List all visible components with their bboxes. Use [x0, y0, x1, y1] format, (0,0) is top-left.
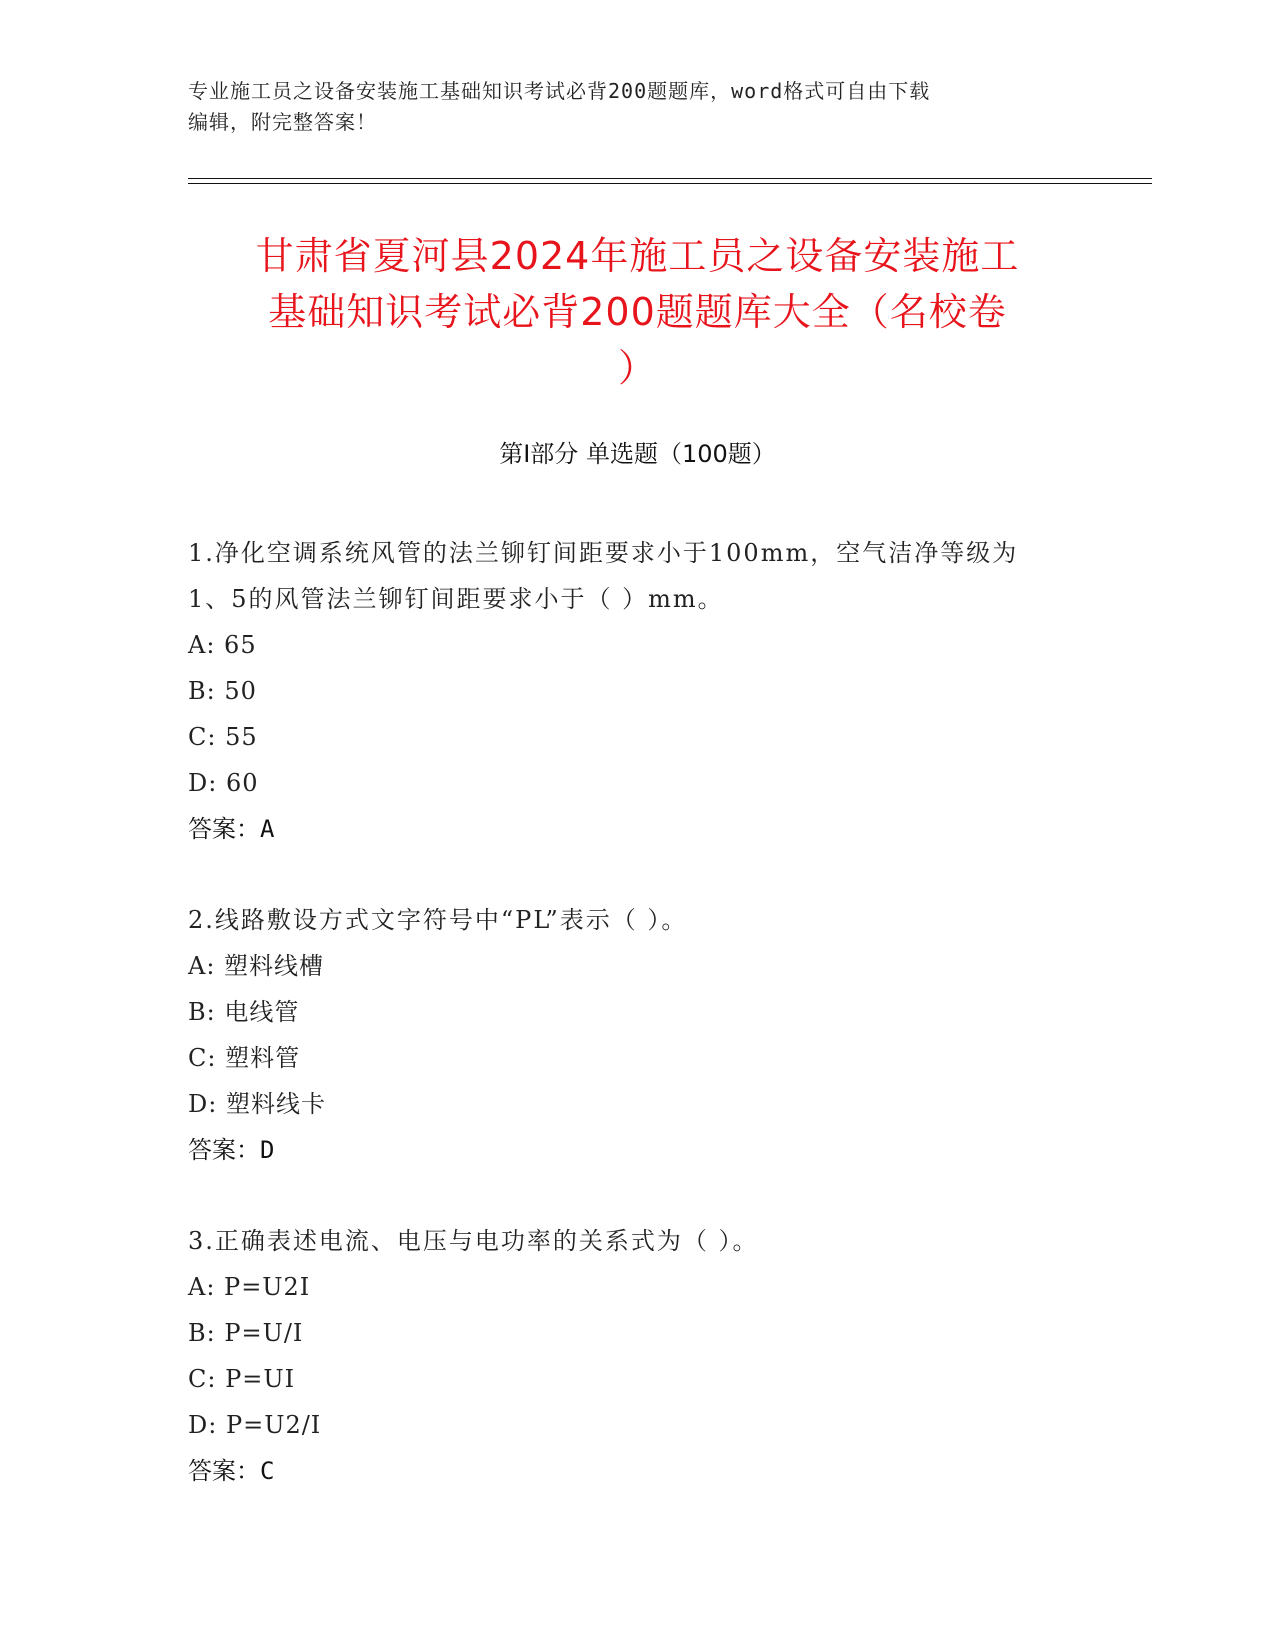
option-a: A: P=U2I: [188, 1273, 311, 1301]
question-3: [188, 1218, 1108, 1494]
question-stem: [188, 1218, 1108, 1264]
question-list: [188, 530, 1108, 1494]
answer: 答案：D: [188, 1136, 275, 1164]
question-stem: [188, 897, 1108, 943]
option-a: A: 塑料线槽: [188, 952, 325, 980]
header-note-line1: 专业施工员之设备安装施工基础知识考试必背200题题库，word格式可自由下载: [188, 79, 931, 103]
question-spacer: [188, 1173, 1108, 1218]
option-b: B: P=U/I: [188, 1319, 304, 1347]
question-stem-line2: 1、5的风管法兰铆钉间距要求小于（ ）mm。: [188, 585, 724, 613]
title-line1: 甘肃省夏河县2024年施工员之设备安装施工: [255, 234, 1020, 278]
option-c: C: 55: [188, 723, 258, 751]
title-line2: 基础知识考试必背200题题库大全（名校卷: [268, 290, 1007, 334]
question-1: [188, 530, 1108, 852]
option-c: C: 塑料管: [188, 1044, 301, 1072]
question-stem-line1: 3.正确表述电流、电压与电功率的关系式为（ ）。: [188, 1227, 759, 1255]
question-stem-line1: 2.线路敷设方式文字符号中“PL”表示（ ）。: [188, 906, 688, 934]
option-d: D: P=U2/I: [188, 1411, 322, 1439]
option-d: D: 塑料线卡: [188, 1090, 326, 1118]
title-line3: ）: [617, 346, 657, 390]
header-divider-bottom: [188, 183, 1152, 184]
section-heading: 第Ⅰ部分 单选题（100题）: [499, 440, 776, 468]
question-spacer: [188, 852, 1108, 897]
option-d: D: 60: [188, 769, 259, 797]
header-note: [188, 76, 1088, 138]
answer: 答案：C: [188, 1457, 275, 1485]
question-stem: [188, 530, 1108, 622]
option-c: C: P=UI: [188, 1365, 296, 1393]
header-note-line2: 编辑，附完整答案！: [188, 110, 377, 134]
answer: 答案：A: [188, 815, 275, 843]
option-a: A: 65: [188, 631, 257, 659]
question-stem-line1: 1.净化空调系统风管的法兰铆钉间距要求小于100mm，空气洁净等级为: [188, 539, 1019, 567]
option-b: B: 电线管: [188, 998, 300, 1026]
question-2: [188, 897, 1108, 1173]
option-b: B: 50: [188, 677, 257, 705]
header-divider-top: [188, 178, 1152, 179]
document-title: [150, 228, 1125, 396]
